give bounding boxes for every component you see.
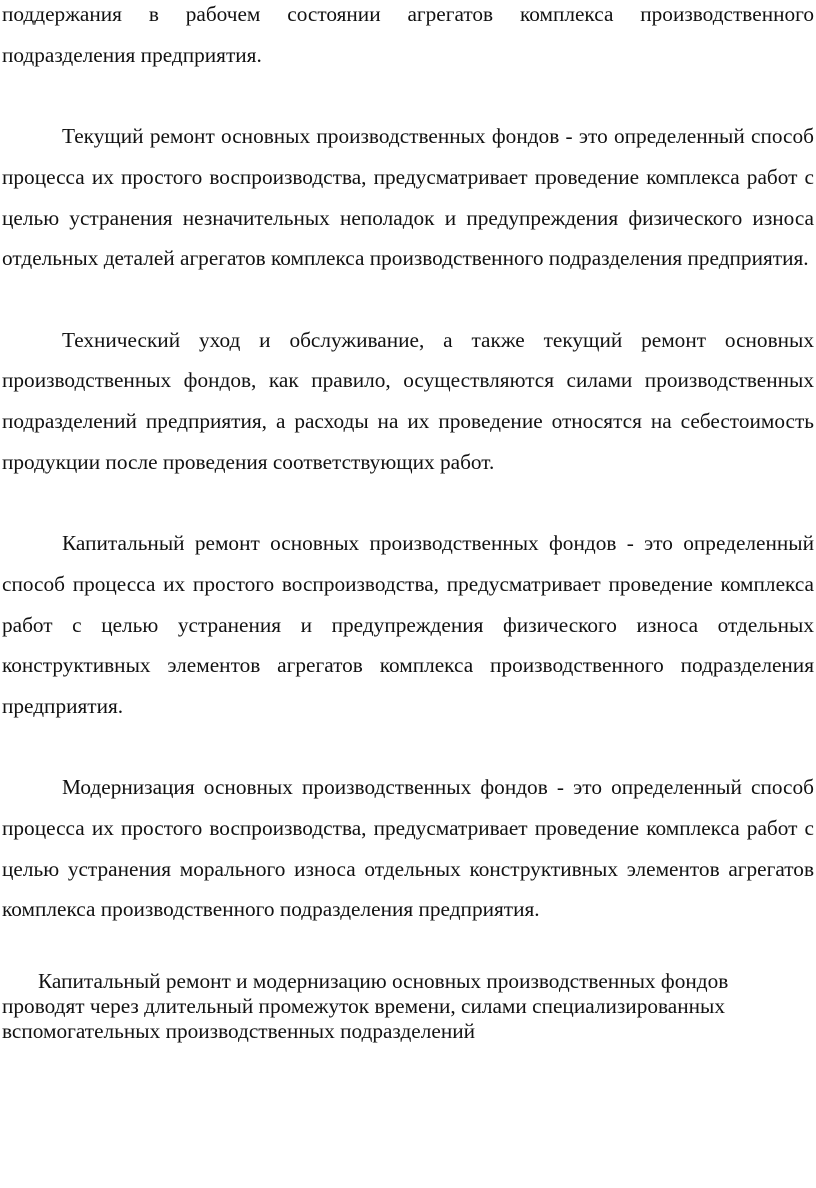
paragraph-spacer [2,279,814,320]
paragraph-capital-repair: Капитальный ремонт основных производственных фондов - это определенный способ процесса их простого воспроизводства, предусматривает проведение комплекса работ с целью устранения и предупреждения физического износа отдельных конструктивных элементов агрегатов комплекса производственного подразделения предприятия. [2,531,814,718]
paragraph-spacer [2,727,814,768]
paragraph-spacer [2,930,814,971]
paragraph-continuation: поддержания в рабочем состоянии агрегатов комплекса производственного подразделения предприятия. [2,2,814,67]
paragraph-spacer [2,482,814,523]
paragraph-modernization: Модернизация основных производственных фондов - это определенный способ процесса их простого воспроизводства, предусматривает проведение комплекса работ с целью устранения морального износа отдельных конструктивных элементов агрегатов комплекса производственного подразделения предприятия. [2,775,814,922]
paragraph-current-repair: Текущий ремонт основных производственных фондов - это определенный способ процесса их простого воспроизводства, предусматривает проведение комплекса работ с целью устранения незначительных неполадок и предупреждения физического износа отдельных деталей агрегатов комплекса производственного подразделения предприятия. [2,124,814,271]
paragraph-conclusion: Капитальный ремонт и модернизацию основных производственных фондов проводят через длительный промежуток времени, силами специализированных вспомогательных производственных подразделений [2,968,729,1043]
paragraph-spacer [2,75,814,116]
paragraph-maintenance: Технический уход и обслуживание, а также текущий ремонт основных производственных фондов, как правило, осуществляются силами производственных подразделений предприятия, а расходы на их проведение относятся на себестоимость продукции после проведения соответствующих работ. [2,327,814,474]
